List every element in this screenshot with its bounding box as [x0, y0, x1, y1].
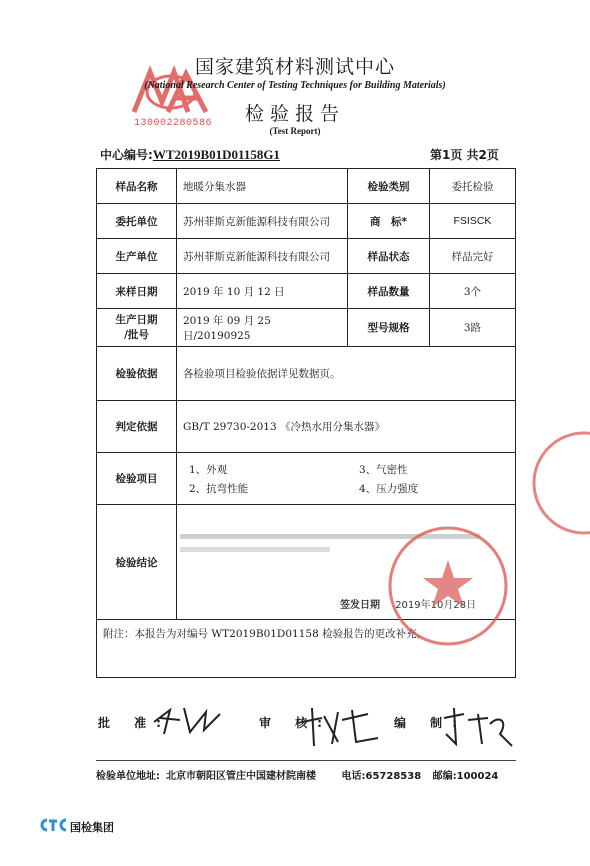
table-row: [97, 309, 516, 347]
trademark-label: 商 标*: [348, 204, 430, 239]
client-value: 苏州菲斯克新能源科技有限公司: [177, 204, 348, 239]
test-type-value: 委托检验: [429, 169, 515, 204]
center-number-label: 中心编号:: [100, 148, 153, 162]
producer-value: 苏州菲斯克新能源科技有限公司: [177, 239, 348, 274]
list-item: 3、气密性: [359, 463, 408, 476]
production-date-label-line2: /批号: [124, 328, 149, 341]
model-value: 3路: [429, 309, 515, 347]
official-seal: [384, 522, 512, 650]
quantity-value: 3个: [429, 274, 515, 309]
test-type-label: 检验类别: [348, 169, 430, 204]
production-date-label-line1: 生产日期: [115, 313, 158, 326]
table-row: [97, 347, 516, 401]
report-title-en: (Test Report): [269, 126, 321, 136]
sample-name-label: 样品名称: [97, 169, 177, 204]
phone-value: 65728538: [365, 771, 422, 782]
approve-label: 批 准:: [98, 716, 171, 730]
table-row: [97, 169, 516, 204]
phone-label: 电话:: [341, 771, 366, 782]
sample-name-value: 地暖分集水器: [177, 169, 348, 204]
sampling-date-label: 来样日期: [97, 274, 177, 309]
address-value: 北京市朝阳区管庄中国建材院南楼: [166, 771, 316, 782]
basis-label: 检验依据: [97, 347, 177, 401]
sampling-date-value: 2019 年 10 月 12 日: [177, 274, 348, 309]
footer-address: [96, 767, 516, 782]
sample-state-label: 样品状态: [348, 239, 430, 274]
review-label: 审 核:: [259, 716, 332, 730]
institution-title-en: (National Research Center of Testing Techniques for Building Materials): [144, 80, 446, 91]
center-number: [100, 146, 280, 163]
sample-state-value: 样品完好: [429, 239, 515, 274]
address-label: 检验单位地址:: [96, 771, 160, 782]
items-value: [177, 453, 516, 505]
judgement-value: GB/T 29730-2013 《冷热水用分集水器》: [177, 401, 516, 453]
items-label: 检验项目: [97, 453, 177, 505]
list-item: 1、外观: [189, 463, 228, 476]
annex-note: 附注：本报告为对编号 WT2019B01D01158 检验报告的更改补充。: [97, 620, 516, 678]
approver-signature: [150, 700, 230, 740]
table-row: [97, 274, 516, 309]
issue-date-value: 2019年10月28日: [395, 600, 477, 611]
group-logo-text: 国检集团: [70, 821, 114, 834]
producer-label: 生产单位: [97, 239, 177, 274]
center-number-value: WT2019B01D01158G1: [152, 147, 280, 162]
side-seal: [528, 428, 590, 538]
issue-date-label: 签发日期: [340, 600, 380, 611]
production-date-value: 2019 年 09 月 25 日/20190925: [177, 309, 348, 347]
table-row: [97, 453, 516, 505]
report-title: 检验报告: [244, 103, 345, 125]
conclusion-label: 检验结论: [97, 505, 177, 620]
basis-value: 各检验项目检验依据详见数据页。: [177, 347, 516, 401]
cma-number: 130002280586: [134, 118, 213, 129]
ctc-logo-icon: [38, 817, 68, 833]
client-label: 委托单位: [97, 204, 177, 239]
institution-title: 国家建筑材料测试中心: [194, 56, 395, 78]
compile-label: 编 制:: [394, 716, 467, 730]
page-info: 第1页 共2页: [430, 148, 499, 162]
compiler-signature: [438, 704, 518, 750]
table-row: [97, 204, 516, 239]
judgement-label: 判定依据: [97, 401, 177, 453]
divider: [96, 760, 516, 761]
list-item: 2、抗弯性能: [189, 482, 249, 495]
list-item: 4、压力强度: [359, 482, 419, 495]
table-row: [97, 239, 516, 274]
table-row: [97, 401, 516, 453]
trademark-value: FSISCK: [429, 204, 515, 239]
postcode-label: 邮编:: [432, 771, 457, 782]
production-date-label: [97, 309, 177, 347]
postcode-value: 100024: [456, 771, 499, 782]
quantity-label: 样品数量: [348, 274, 430, 309]
model-label: 型号规格: [348, 309, 430, 347]
reviewer-signature: [298, 702, 388, 750]
